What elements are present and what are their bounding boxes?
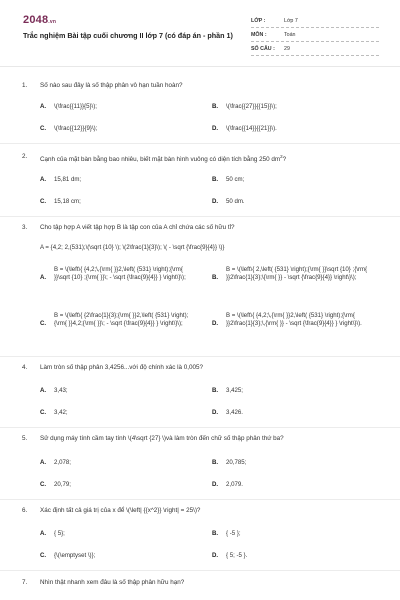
- question-separator: [0, 570, 400, 571]
- meta-row-count: [251, 42, 379, 56]
- question-text: Số nào sau đây là số thập phân vô hạn tuần hoàn?: [40, 82, 183, 89]
- document-header: [0, 0, 400, 66]
- question-text: Cạnh của mặt bàn bằng bao nhiêu, biết mặt bàn hình vuông có diện tích bằng 250 $dm^2$?: [40, 154, 287, 164]
- question-separator: [0, 356, 400, 357]
- question-text: Nhìn thật nhanh xem đâu là số thập phân hữu hạn?: [40, 579, 185, 586]
- question-separator: [0, 427, 400, 428]
- meta-label: LỚP :: [251, 17, 266, 24]
- document-meta: [251, 14, 379, 56]
- meta-label: SỐ CÂU :: [251, 45, 275, 52]
- meta-row-subject: [251, 28, 379, 42]
- meta-value: Lớp 7: [284, 17, 298, 24]
- question-text: Cho tập hợp A viết tập hợp B là tập con của A chỉ chứa các số hữu tỉ?: [40, 224, 235, 231]
- meta-label: MÔN :: [251, 31, 267, 38]
- question-number: 2.: [22, 153, 28, 160]
- question-number: 7.: [22, 579, 28, 586]
- question-number: 5.: [22, 435, 28, 442]
- question-separator: [0, 143, 400, 144]
- header-divider: [0, 66, 400, 67]
- document-title: Trắc nghiệm Bài tập cuối chương II lớp 7 (có đáp án - phần 1): [23, 31, 233, 40]
- question-text: Sử dụng máy tính cầm tay tính \(4\sqrt {27} \)và làm tròn đến chữ số thập phân thứ ba?: [40, 435, 284, 442]
- question-set-definition: A = {4,2; 2,(531);\(\sqrt {10} \); \(2\frac{1}{3}\); \( - \sqrt {\frac{9}{4}} \)}: [40, 244, 225, 251]
- question-text: Xác định tất cả giá trị của x để \(\left| {{x^2}} \right| = 25\)?: [40, 507, 201, 514]
- meta-value: 29: [284, 45, 290, 52]
- document-page: 2048.vn Trắc nghiệm Bài tập cuối chương II lớp 7 (có đáp án - phần 1) LỚP : Lớp 7 MÔN : Toán SỐ CÂU : 29 1. Số nào sau đây là số thập phân vô hạn tuần hoàn? A. \(\frac{{11}}{5}\); B. \(\frac{{27}}{{15}}\); C. \(\frac{{12}}{9}\); D. \(\frac{{14}}{{21}}\). 2. Cạnh của mặt bàn bằng bao nhiêu, biết mặt bàn hình vuông có diện tích bằng 250 $dm^2$? A. 15,81 dm; B. 50 cm; C. 15,18 cm; D. 50 dm. 3. Cho tập hợp A viết tập hợp B là tập con của A chỉ chứa các số hữu tỉ? A = {4,2; 2,(531);\(\sqrt {10} \); \(2\frac{1}{3}\); \( - \sqrt {\frac{9}{4}} \)} A. B = \(\left\{ {4,2;\,{\rm{ }}2,\left( {531} \right);{\rm{ }}\sqrt {10} ;{\rm{ }}\; - \sqrt {\frac{9}{4}} } \right\}\); B. B = \(\left\{ 2,\left( {531} \right);{\rm{ }}\sqrt {10} ;{\rm{ }}2\frac{1}{3};\{\rm{ }} - \sqrt {\frac{9}{4}} \right\}\); C. B = \(\left\{ {2\frac{1}{3};{\rm{ }}2,\left( {531} \right);{\rm{ }}4,2;{\rm{ }}\; - \sqrt {\frac{9}{4}} } \right\}\); D. B = \(\left\{ {4,2;\,{\rm{ }}2,\left( {531} \right);{\rm{ }}2\frac{1}{3};\,{\rm{ }} - \sqrt {\frac{9}{4}} } \right\}\). 4. Làm tròn số thập phân 3,4256...với độ chính xác là 0,005? A. 3,43; B. 3,425; C. 3,42; D. 3,426. 5. Sử dụng máy tính cầm tay tính \(4\sqrt {27} \)và làm tròn đến chữ số thập phân thứ ba? A. 2,078; B. 20,785; C. 20,79; D. 2,079. 6. Xác định tất cả giá trị của x để \(\left| {{x^2}} \right| = 25\)? A. { 5}; B. { -5 }; C. {\(\emptyset \)}; D. { 5; -5 }. 7. Nhìn thật nhanh xem đâu là số thập phân hữu hạn?: [0, 0, 400, 600]
- meta-row-class: [251, 14, 379, 28]
- meta-value: Toán: [284, 31, 296, 38]
- question-separator: [0, 216, 400, 217]
- question-number: 1.: [22, 82, 28, 89]
- question-text: Làm tròn số thập phân 3,4256...với độ chính xác là 0,005?: [40, 364, 204, 371]
- question-separator: [0, 499, 400, 500]
- question-number: 6.: [22, 507, 28, 514]
- site-logo[interactable]: 2048.vn: [23, 14, 57, 26]
- question-number: 4.: [22, 364, 28, 371]
- question-number: 3.: [22, 224, 28, 231]
